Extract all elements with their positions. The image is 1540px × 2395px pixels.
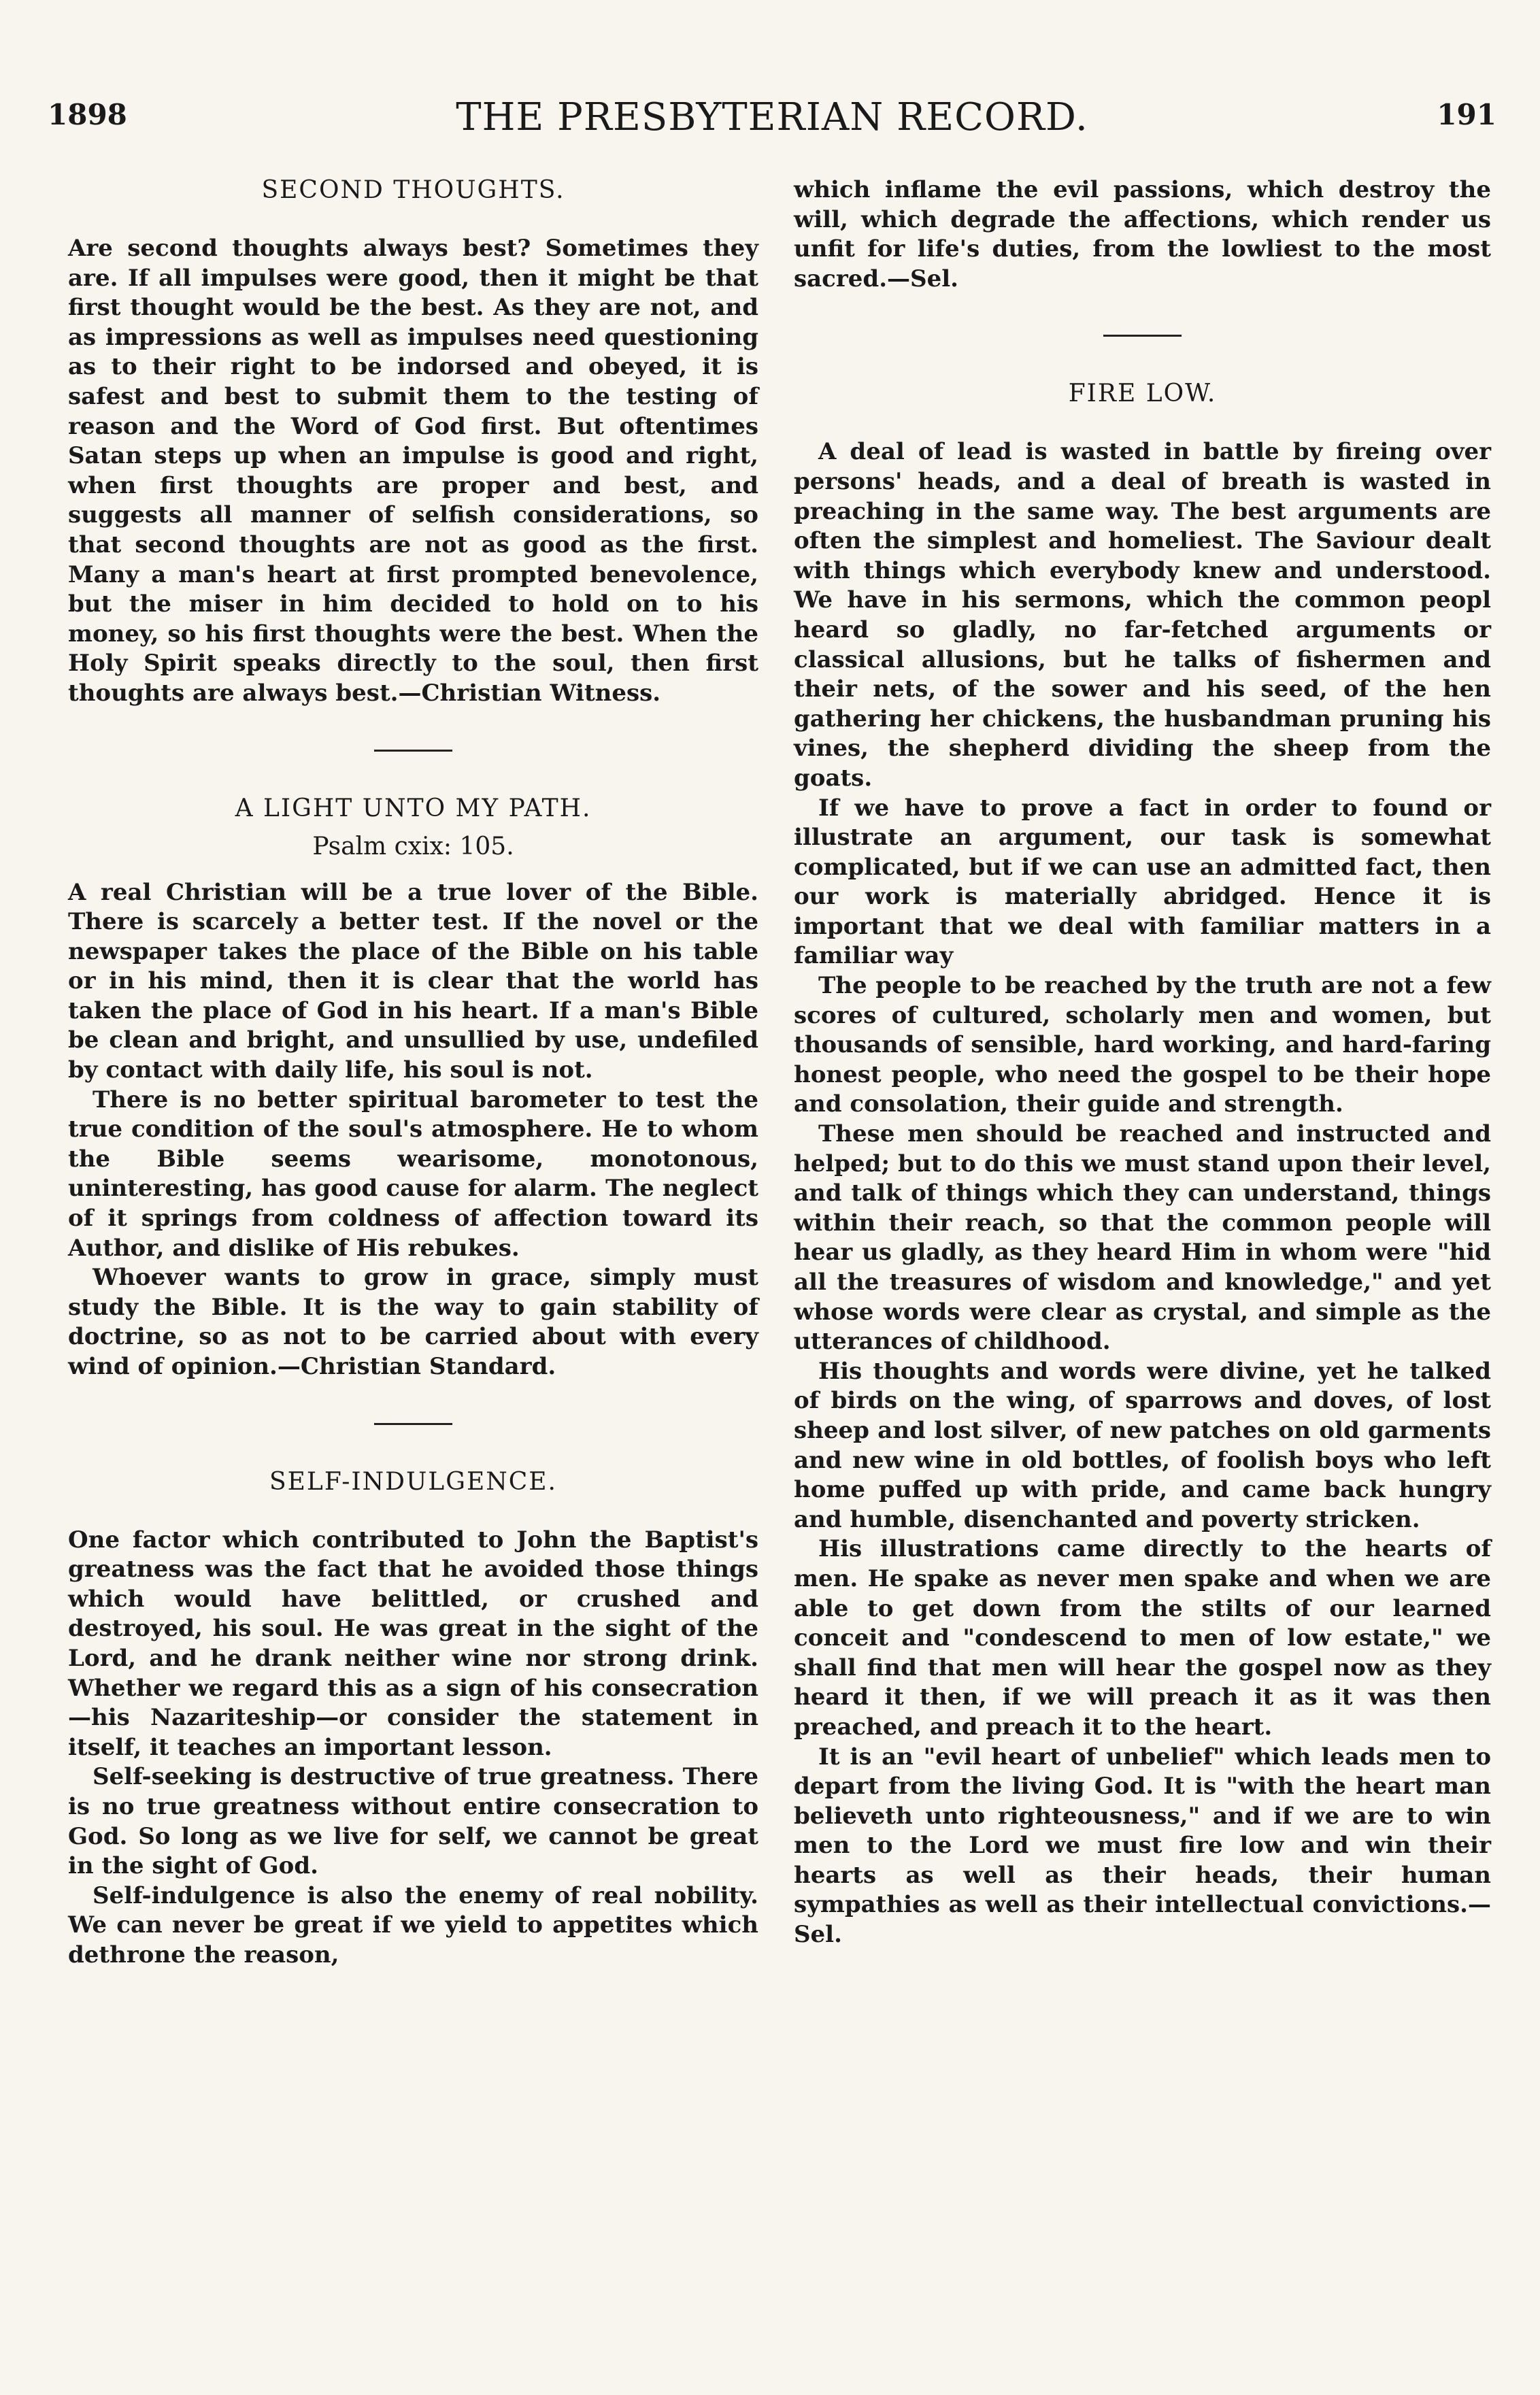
section-divider xyxy=(374,1423,452,1425)
article-fire-low xyxy=(794,379,1491,1949)
header-year: 1898 xyxy=(48,98,127,131)
article-paragraph: Self-indulgence is also the enemy of real nobility. We can never be great if we yield to appetites which dethrone the reason, xyxy=(68,1881,758,1969)
article-paragraph: His illustrations came directly to the hearts of men. He spake as never men spake and when we are able to get down from the stilts of our learned conceit and "condescend to men of low estate," we shall find that men will hear the gospel now as they heard it then, if we will preach it as it was then preached, and preach it to the heart. xyxy=(794,1535,1491,1741)
continued-paragraph: which inflame the evil passions, which destroy the will, which degrade the affections, which render us unfit for life's duties, from the lowliest to the most sacred.—Sel. xyxy=(794,176,1491,292)
right-column xyxy=(794,175,1491,1950)
article-paragraph: These men should be reached and instructed and helped; but to do this we must stand upon their level, and talk of things which they can understand, things within their reach, so that the common people will hear us gladly, as they heard Him in whom were "hid all the treasures of wisdom and knowledge," and yet whose words were clear as crystal, and simple as the utterances of childhood. xyxy=(794,1120,1491,1356)
article-paragraph: It is an "evil heart of unbelief" which leads men to depart from the living God. It is "with the heart man believeth unto righteousness," and if we are to win men to the Lord we must fire low and win their hearts as well as their heads, their human sympathies as well as their intellectual convictions.—Sel. xyxy=(794,1743,1491,1949)
running-head xyxy=(48,95,1496,150)
article-paragraph: A real Christian will be a true lover of the Bible. There is scarcely a better test. If the novel or the newspaper takes the place of the Bible on his table or in his mind, then it is clear that the world has taken the place of God in his heart. If a man's Bible be clean and bright, and unsullied by use, undefiled by contact with daily life, his soul is not. xyxy=(68,878,758,1084)
article-paragraph: The people to be reached by the truth are not a few scores of cultured, scholarly men and women, but thousands of sensible, hard working, and hard-faring honest people, who need the gospel to be their hope and consolation, their guide and strength. xyxy=(794,972,1491,1118)
publication-title: THE PRESBYTERIAN RECORD. xyxy=(456,95,1088,139)
article-paragraph: There is no better spiritual barometer to test the true condition of the soul's atmosphere. He to whom the Bible seems wearisome, monotonous, uninteresting, has good cause for alarm. The neglect of it springs from coldness of affection toward its Author, and dislike of His rebukes. xyxy=(68,1086,758,1262)
article-paragraph: One factor which contributed to John the Baptist's greatness was the fact that he avoided those things which would have belittled, or crushed and destroyed, his soul. He was great in the sight of the Lord, and he drank neither wine nor strong drink. Whether we regard this as a sign of his consecration—his Nazariteship—or consider the statement in itself, it teaches an important lesson. xyxy=(68,1526,758,1761)
article-paragraph: Self-seeking is destructive of true greatness. There is no true greatness without entire consecration to God. So long as we live for self, we cannot be great in the sight of God. xyxy=(68,1763,758,1880)
article-paragraph: If we have to prove a fact in order to found or illustrate an argument, our task is somewhat complicated, but if we can use an admitted fact, then our work is materially abridged. Hence it is important that we deal with familiar matters in a familiar way xyxy=(794,794,1491,970)
article-heading: A LIGHT UNTO MY PATH. xyxy=(235,794,592,822)
article-paragraph: Are second thoughts always best? Sometimes they are. If all impulses were good, then it might be that first thought would be the best. As they are not, and as impressions as well as impulses need questioning as to their right to be indorsed and obeyed, it is safest and best to submit them to the testing of reason and the Word of God first. But oftentimes Satan steps up when an impulse is good and right, when first thoughts are proper and best, and suggests all manner of selfish considerations, so that second thoughts are not as good as the first. Many a man's heart at first prompted benevolence, but the miser in him decided to hold on to his money, so his first thoughts were the best. When the Holy Spirit speaks directly to the soul, then first thoughts are always best.—Christian Witness. xyxy=(68,235,758,707)
left-column xyxy=(68,175,758,1971)
article-heading: SECOND THOUGHTS. xyxy=(261,176,565,204)
article-paragraph: A deal of lead is wasted in battle by fireing over persons' heads, and a deal of breath is wasted in preaching in the same way. The best arguments are often the simplest and homeliest. The Saviour dealt with things which everybody knew and understood. We have in his sermons, which the common peopl heard so gladly, no far-fetched arguments or classical allusions, but he talks of fishermen and their nets, of the sower and his seed, of the hen gathering her chickens, the husbandman pruning his vines, the shepherd dividing the sheep from the goats. xyxy=(794,438,1491,792)
article-light-unto-my-path xyxy=(68,794,758,1382)
scripture-reference: Psalm cxix: 105. xyxy=(312,832,514,860)
section-divider xyxy=(1103,335,1182,337)
section-divider xyxy=(374,750,452,752)
article-self-indulgence xyxy=(68,1467,758,1971)
article-paragraph: His thoughts and words were divine, yet he talked of birds on the wing, of sparrows and doves, of lost sheep and lost silver, of new patches on old garments and new wine in old bottles, of foolish boys who left home puffed up with pride, and came back hungry and humble, disenchanted and poverty stricken. xyxy=(794,1357,1491,1533)
article-heading: SELF-INDULGENCE. xyxy=(269,1467,557,1496)
article-second-thoughts xyxy=(68,175,758,709)
article-heading: FIRE LOW. xyxy=(1068,380,1217,408)
article-paragraph: Whoever wants to grow in grace, simply must study the Bible. It is the way to gain stability of doctrine, so as not to be carried about with every wind of opinion.—Christian Standard. xyxy=(68,1264,758,1380)
page-number: 191 xyxy=(1437,98,1496,131)
